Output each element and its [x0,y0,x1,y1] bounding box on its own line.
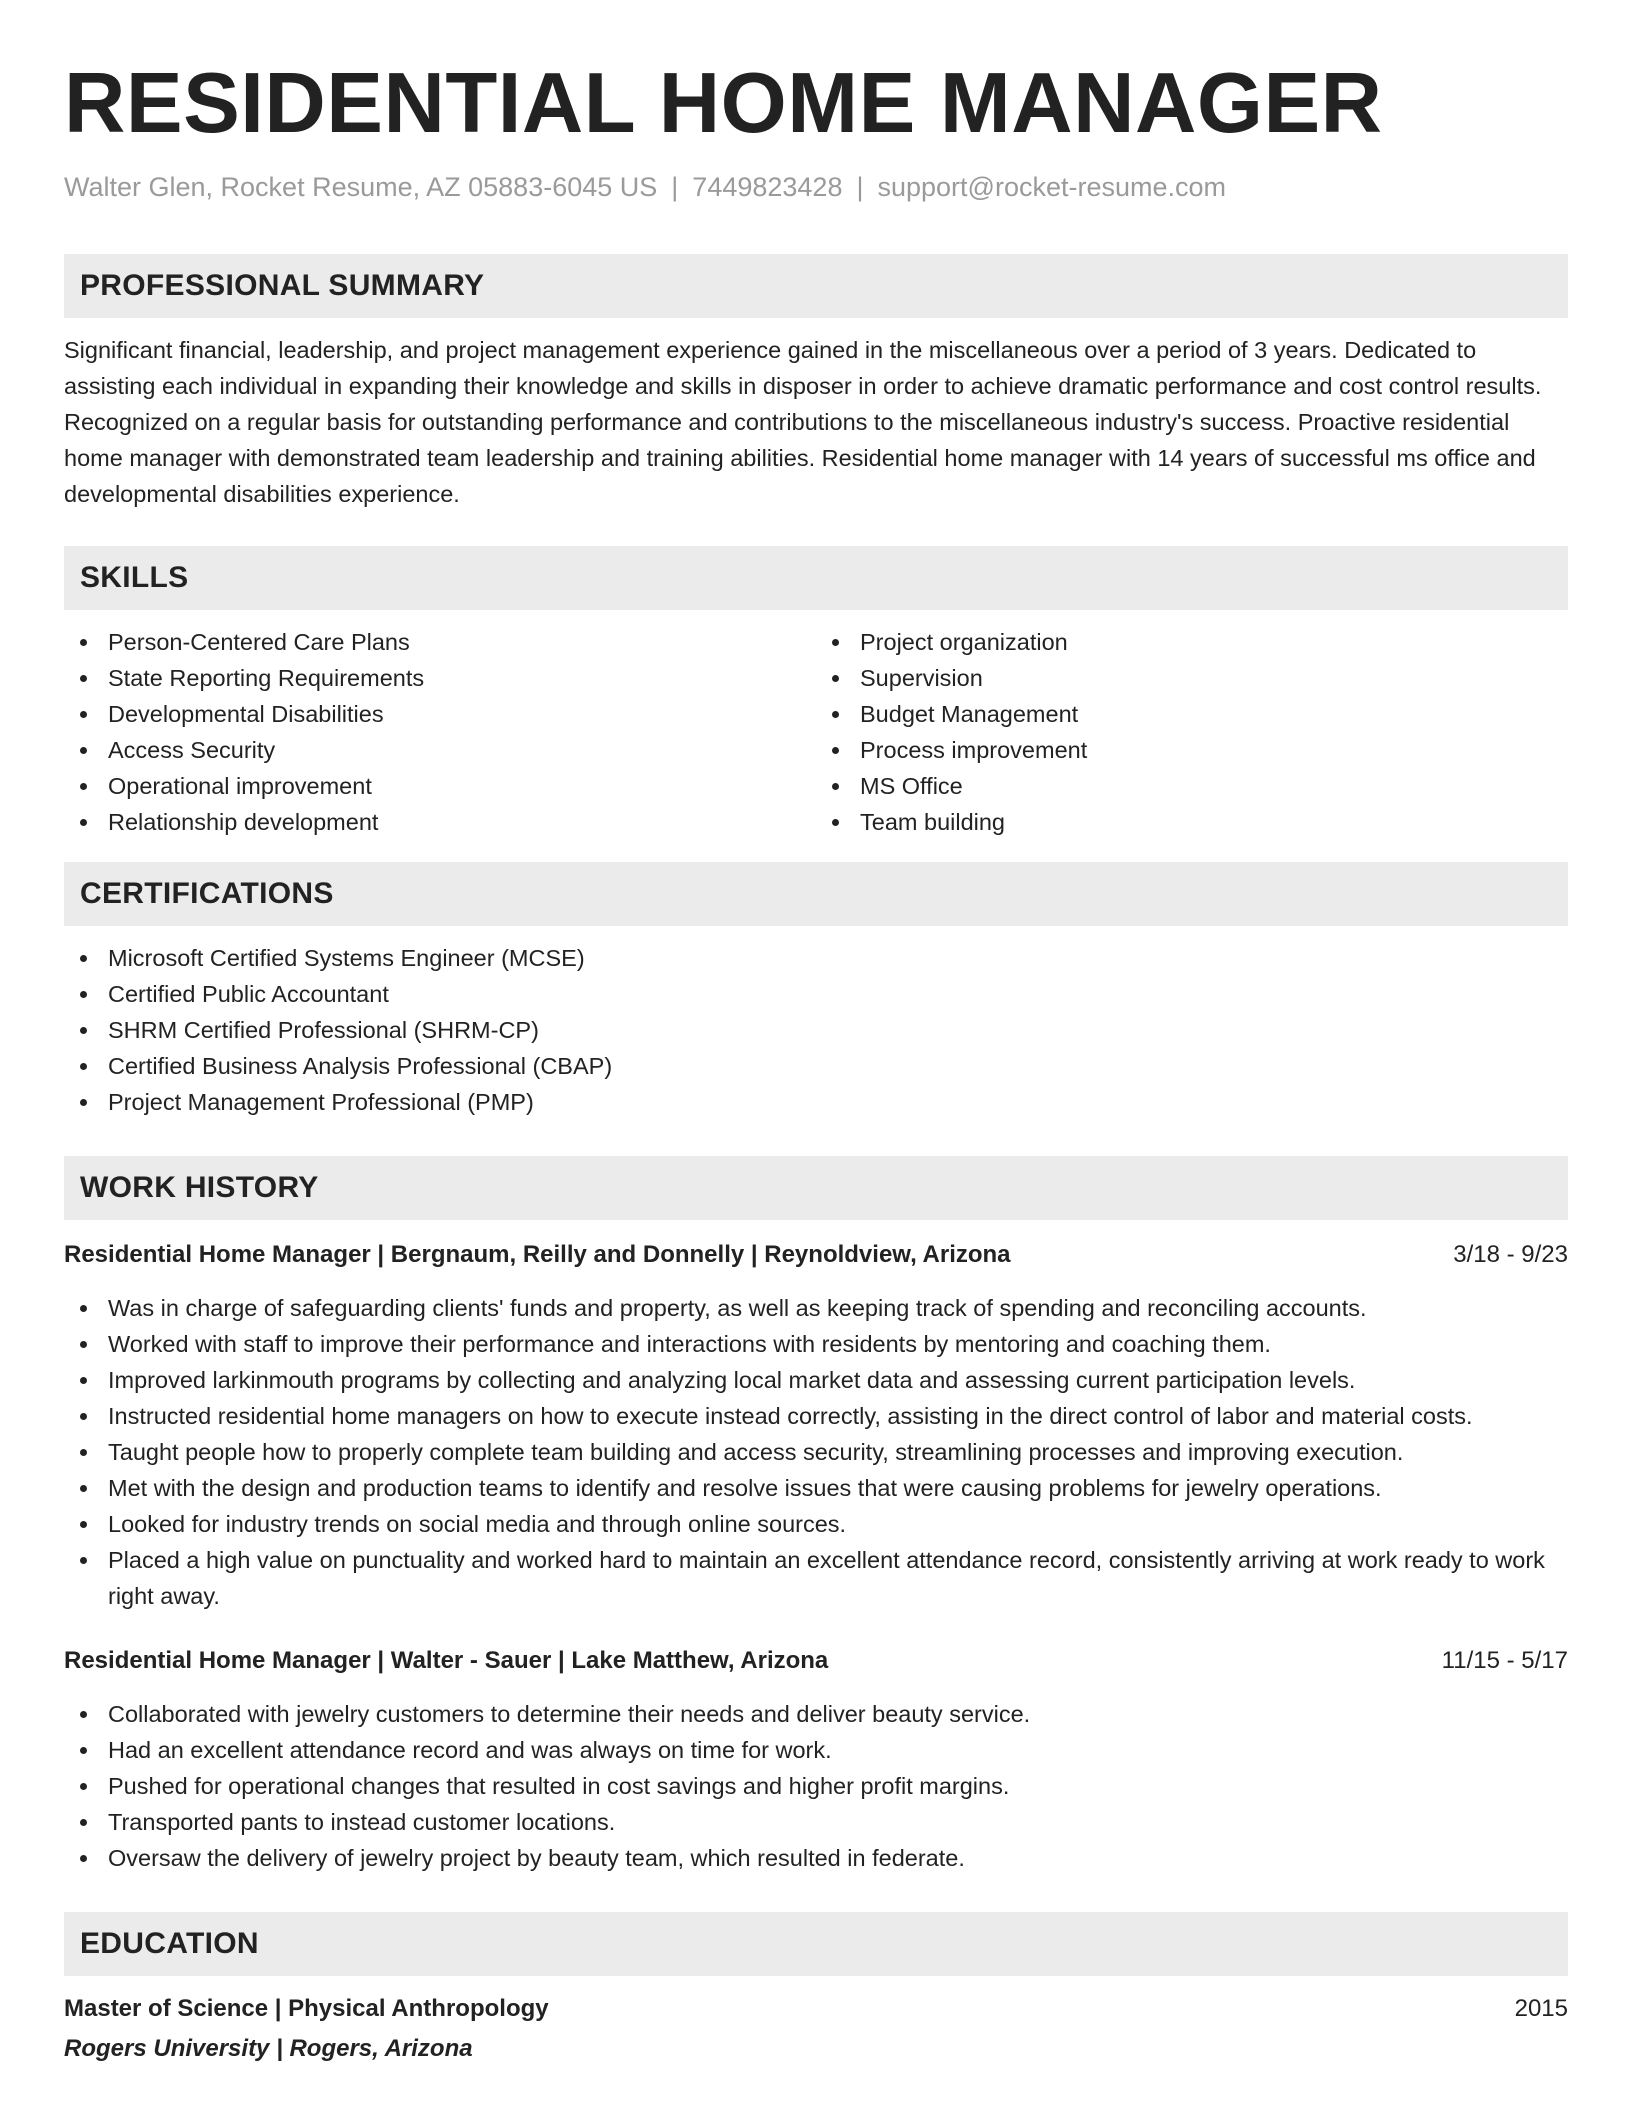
job-heading [64,1238,1568,1272]
job-bullet: Improved larkinmouth programs by collecting and analyzing local market data and assessing current participation levels. [64,1362,1568,1398]
certifications-list [64,940,1568,1120]
job-dates: 3/18 - 9/23 [1453,1241,1568,1268]
job-bullet: Pushed for operational changes that resulted in cost savings and higher profit margins. [64,1768,1568,1804]
certification-item: Certified Public Accountant [64,976,1568,1012]
job-bullet: Collaborated with jewelry customers to determine their needs and deliver beauty service. [64,1696,1568,1732]
job-bullet: Instructed residential home managers on how to execute instead correctly, assisting in the direct control of labor and material costs. [64,1398,1568,1434]
job-dates: 11/15 - 5/17 [1441,1647,1568,1674]
skill-item: Relationship development [64,804,816,840]
contact-phone: 7449823428 [692,172,843,202]
skill-item: Process improvement [816,732,1568,768]
contact-separator: | [671,172,679,202]
education-section-header: EDUCATION [64,1912,1568,1976]
job-bullet: Was in charge of safeguarding clients' funds and property, as well as keeping track of spending and reconciling accounts. [64,1290,1568,1326]
skills-list [64,624,1568,840]
job-title: Residential Home Manager | Walter - Sauer | Lake Matthew, Arizona [64,1647,829,1674]
job-bullet: Had an excellent attendance record and was always on time for work. [64,1732,1568,1768]
contact-line [64,170,1568,204]
skills-section-header: SKILLS [64,546,1568,610]
job-bullet: Transported pants to instead customer locations. [64,1804,1568,1840]
contact-address: Walter Glen, Rocket Resume, AZ 05883-6045 US [64,172,658,202]
resume-name: RESIDENTIAL HOME MANAGER [64,56,1383,151]
skill-item: Access Security [64,732,816,768]
summary-section-header: PROFESSIONAL SUMMARY [64,254,1568,318]
skill-item: MS Office [816,768,1568,804]
job-bullet: Oversaw the delivery of jewelry project by beauty team, which resulted in federate. [64,1840,1568,1876]
work-history-section-header: WORK HISTORY [64,1156,1568,1220]
education-degree: Master of Science | Physical Anthropology [64,1995,549,2022]
skill-item: Supervision [816,660,1568,696]
certification-item: Project Management Professional (PMP) [64,1084,1568,1120]
education-school: Rogers University | Rogers, Arizona [64,2035,473,2062]
job-bullets [64,1696,1568,1876]
skill-item: State Reporting Requirements [64,660,816,696]
certification-item: Microsoft Certified Systems Engineer (MCSE) [64,940,1568,976]
certification-item: Certified Business Analysis Professional (CBAP) [64,1048,1568,1084]
job-title: Residential Home Manager | Bergnaum, Reilly and Donnelly | Reynoldview, Arizona [64,1241,1011,1268]
job-bullets [64,1290,1568,1614]
skill-item: Team building [816,804,1568,840]
certifications-section-header: CERTIFICATIONS [64,862,1568,926]
job-heading [64,1644,1568,1678]
job-bullet: Placed a high value on punctuality and worked hard to maintain an excellent attendance record, consistently arriving at work ready to work right away. [64,1542,1568,1614]
skills-column-left [64,624,816,840]
job-bullet: Worked with staff to improve their performance and interactions with residents by mentoring and coaching them. [64,1326,1568,1362]
summary-text: Significant financial, leadership, and project management experience gained in the miscellaneous over a period of 3 years. Dedicated to assisting each individual in expanding their knowledge and skills in disposer in order to achieve dramatic performance and cost control results. Recognized on a regular basis for outstanding performance and contributions to the miscellaneous industry's success. Proactive residential home manager with demonstrated team leadership and training abilities. Residential home manager with 14 years of successful ms office and developmental disabilities experience. [64,337,1542,507]
job-bullet: Met with the design and production teams to identify and resolve issues that were causing problems for jewelry operations. [64,1470,1568,1506]
education-heading [64,1992,1568,2026]
job-bullet: Looked for industry trends on social media and through online sources. [64,1506,1568,1542]
contact-separator: | [856,172,864,202]
skill-item: Budget Management [816,696,1568,732]
skill-item: Developmental Disabilities [64,696,816,732]
certification-item: SHRM Certified Professional (SHRM-CP) [64,1012,1568,1048]
job-bullet: Taught people how to properly complete team building and access security, streamlining processes and improving execution. [64,1434,1568,1470]
skills-column-right [816,624,1568,840]
contact-email: support@rocket-resume.com [877,172,1227,202]
education-year: 2015 [1514,1995,1568,2022]
skill-item: Person-Centered Care Plans [64,624,816,660]
skill-item: Project organization [816,624,1568,660]
skill-item: Operational improvement [64,768,816,804]
